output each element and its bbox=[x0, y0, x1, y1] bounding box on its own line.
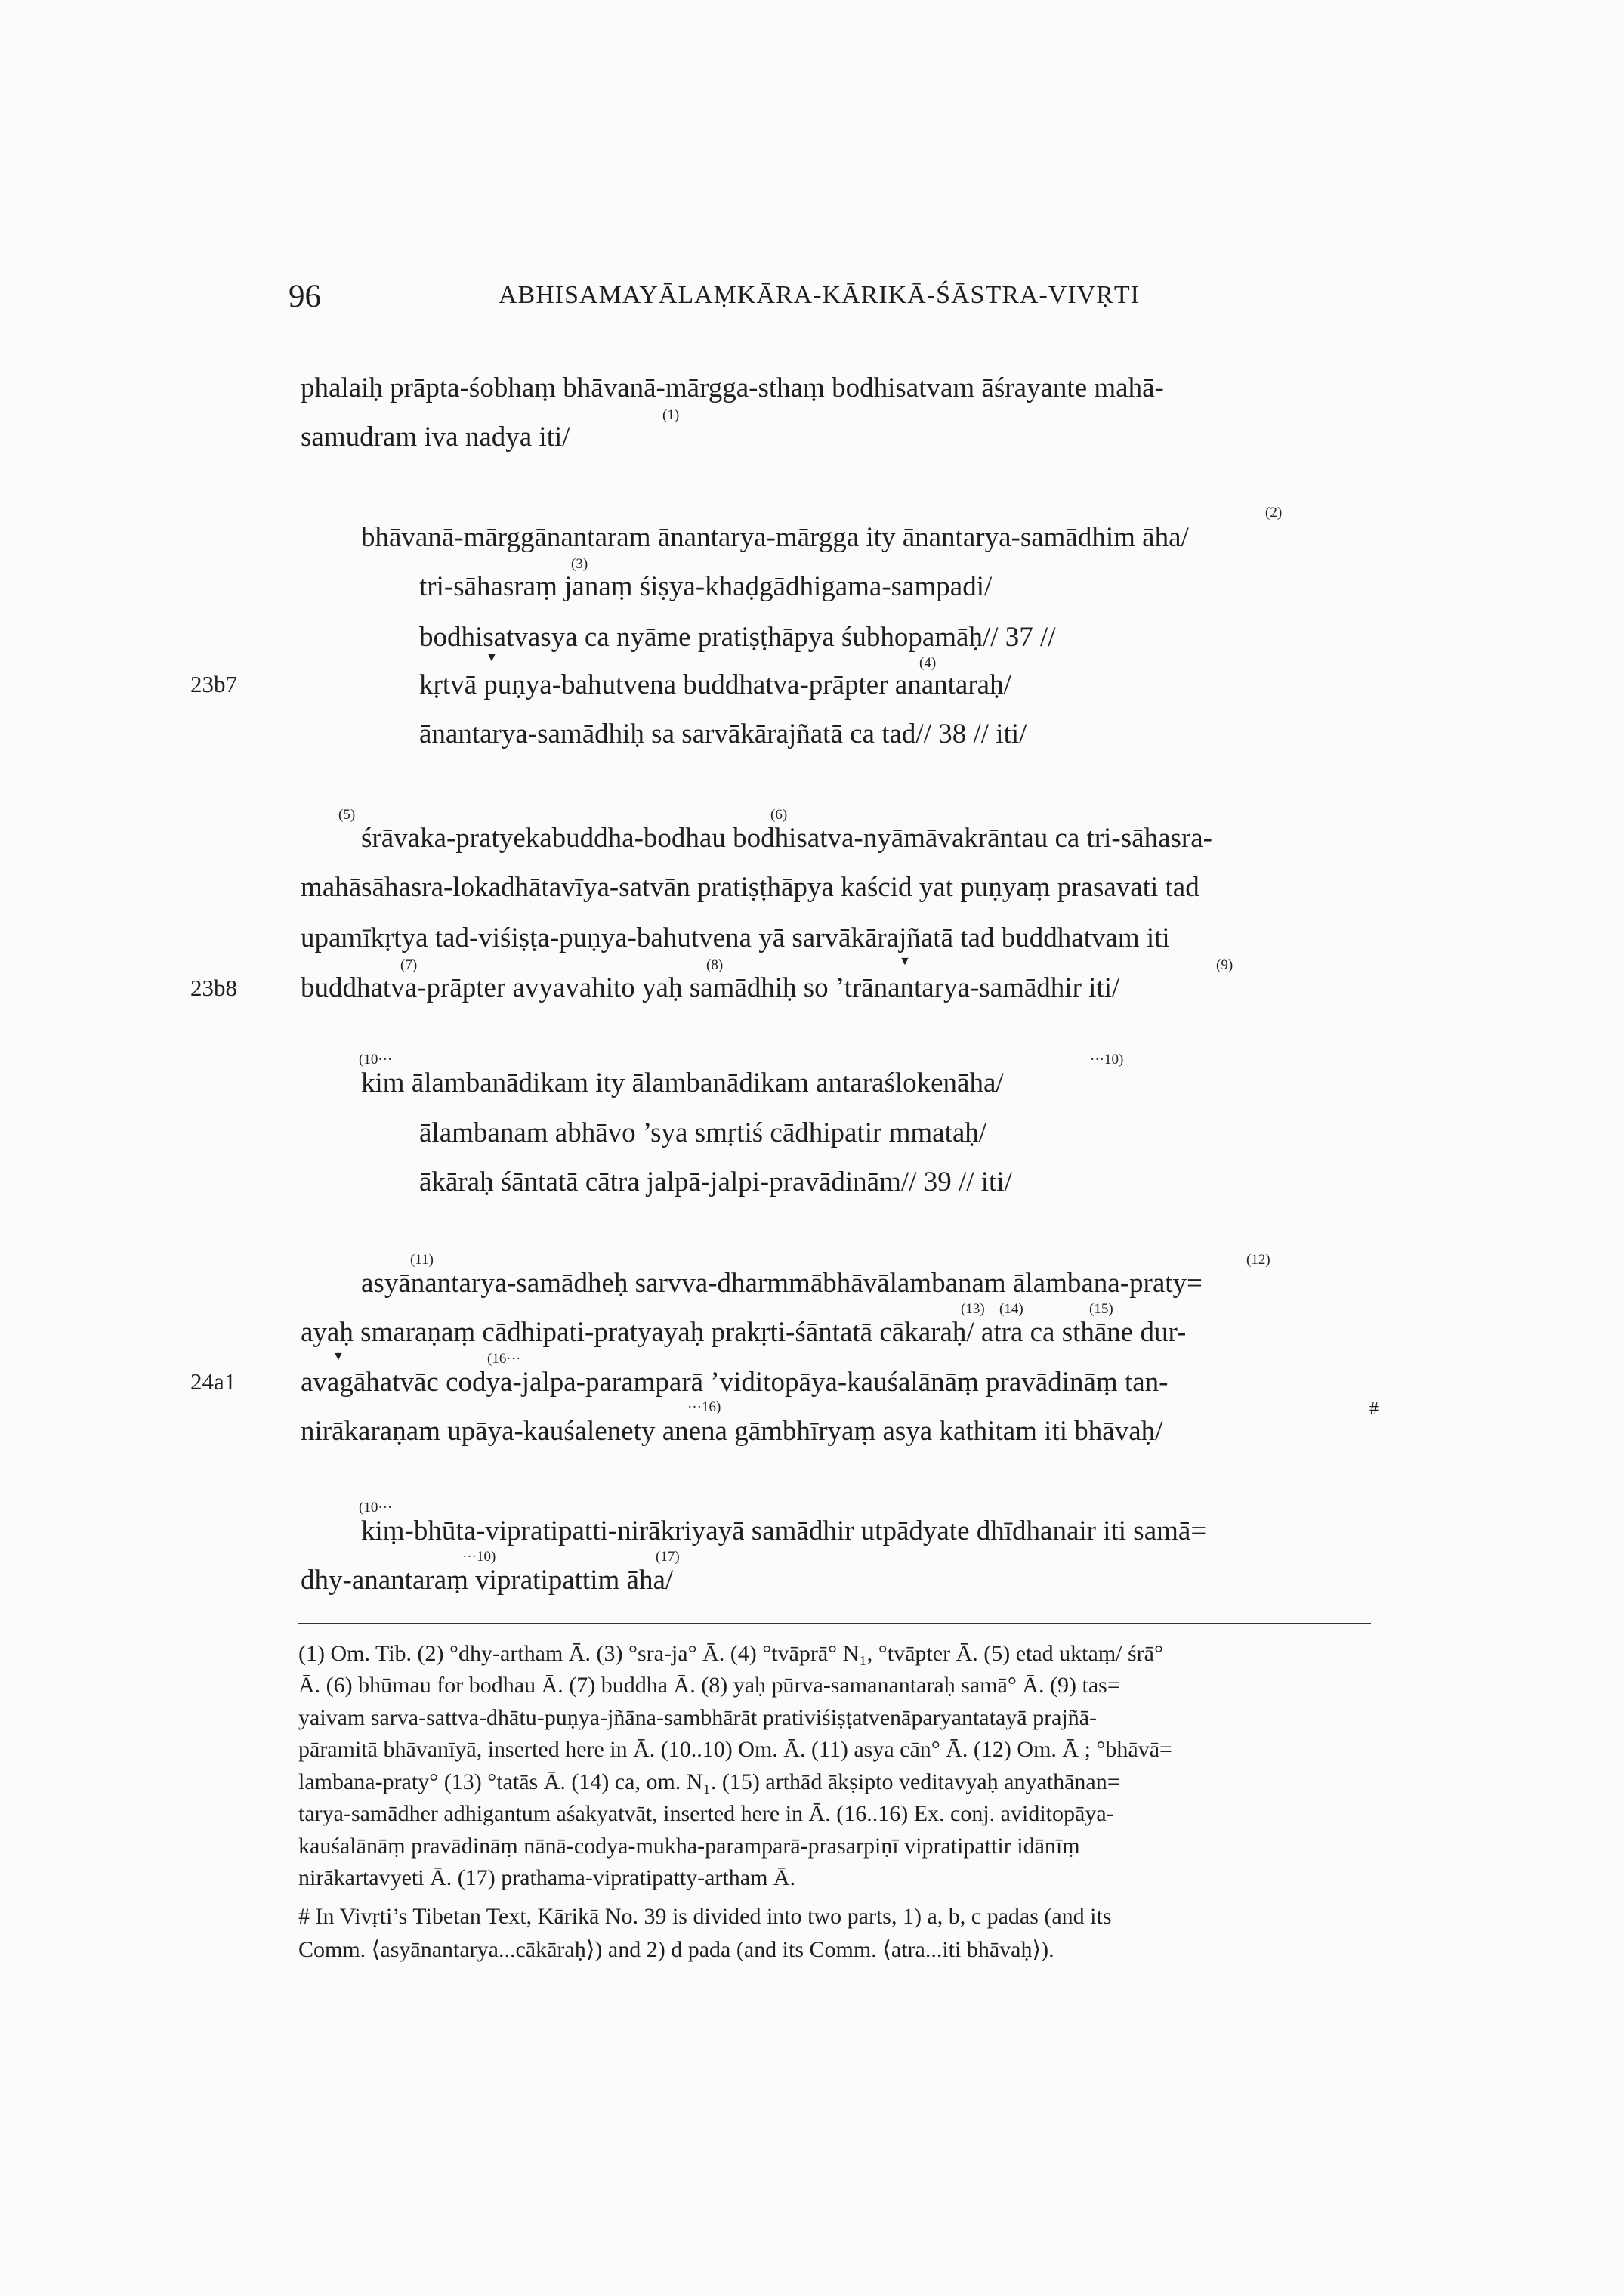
note-marker: ···16) bbox=[687, 1399, 721, 1415]
margin-ref-24a1: 24a1 bbox=[190, 1368, 236, 1395]
footnote-line: tarya-samādher adhigantum aśakyatvāt, inserted here in Ā. (16..16) Ex. conj. aviditopāya- bbox=[298, 1801, 1114, 1826]
note-marker: ···10) bbox=[1090, 1052, 1124, 1068]
body-line: ayaḥ smaraṇaṃ cādhipati-pratyayaḥ prakṛti-śāntatā cākaraḥ/ atra ca sthāne dur- bbox=[301, 1317, 1187, 1348]
note-marker: (13) bbox=[961, 1301, 985, 1317]
note-marker: (16··· bbox=[487, 1351, 521, 1367]
footnote-line: kauśalānāṃ pravādināṃ nānā-codya-mukha-paramparā-prasarpiṇī vipratipattir idānīṃ bbox=[298, 1834, 1080, 1859]
note-marker: (10··· bbox=[359, 1052, 393, 1068]
body-line: samudram iva nadya iti/ bbox=[301, 422, 570, 453]
page-number: 96 bbox=[289, 279, 321, 314]
note-marker: (17) bbox=[656, 1549, 680, 1565]
hash-note-line: Comm. ⟨asyānantarya...cākāraḥ⟩) and 2) d pada (and its Comm. ⟨atra...iti bhāvaḥ⟩). bbox=[298, 1937, 1054, 1962]
note-marker: (1) bbox=[662, 407, 680, 423]
note-marker: (5) bbox=[338, 807, 356, 823]
triangle-marker: ▼ bbox=[899, 955, 911, 968]
body-line: avagāhatvāc codya-jalpa-paramparā ’viditopāya-kauśalānāṃ pravādināṃ tan- bbox=[301, 1367, 1169, 1398]
note-marker: (9) bbox=[1216, 957, 1233, 973]
margin-ref-23b8: 23b8 bbox=[190, 975, 237, 1001]
body-line: bhāvanā-mārggānantaram ānantarya-mārgga ity ānantarya-samādhim āha/ bbox=[361, 522, 1189, 553]
body-line: kiṃ-bhūta-vipratipatti-nirākriyayā samādhir utpādyate dhīdhanair iti samā= bbox=[361, 1516, 1207, 1547]
footnote-line: lambana-praty° (13) °tatās Ā. (14) ca, om. N₁. (15) arthād ākṣipto veditavyaḥ anyathānan= bbox=[298, 1769, 1120, 1794]
note-marker: (15) bbox=[1089, 1301, 1113, 1317]
footnote-line: pāramitā bhāvanīyā, inserted here in Ā. (10..10) Om. Ā. (11) asya cān° Ā. (12) Om. Ā ; °bhāvā= bbox=[298, 1737, 1172, 1762]
running-title: ABHISAMAYĀLAṂKĀRA-KĀRIKĀ-ŚĀSTRA-VIVṚTI bbox=[499, 281, 1140, 309]
body-line: śrāvaka-pratyekabuddha-bodhau bodhisatva-nyāmāvakrāntau ca tri-sāhasra- bbox=[361, 823, 1212, 854]
triangle-marker: ▼ bbox=[486, 651, 498, 664]
note-marker: (14) bbox=[999, 1301, 1023, 1317]
note-marker: (4) bbox=[919, 655, 937, 671]
body-line: dhy-anantaraṃ vipratipattim āha/ bbox=[301, 1565, 674, 1596]
note-marker: (7) bbox=[400, 957, 418, 973]
note-marker: (12) bbox=[1246, 1252, 1270, 1268]
body-line: kṛtvā puṇya-bahutvena buddhatva-prāpter anantaraḥ/ bbox=[419, 669, 1011, 700]
body-line: tri-sāhasraṃ janaṃ śiṣya-khaḍgādhigama-sampadi/ bbox=[419, 571, 993, 602]
body-line: mahāsāhasra-lokadhātavīya-satvān pratiṣṭhāpya kaścid yat puṇyaṃ prasavati tad bbox=[301, 872, 1199, 903]
body-line: upamīkṛtya tad-viśiṣṭa-puṇya-bahutvena yā sarvākārajñatā tad buddhatvam iti bbox=[301, 922, 1170, 953]
note-marker: (3) bbox=[571, 556, 588, 572]
footnote-line: (1) Om. Tib. (2) °dhy-artham Ā. (3) °sra-ja° Ā. (4) °tvāprā° N₁, °tvāpter Ā. (5) etad uktaṃ/ śrā° bbox=[298, 1641, 1163, 1666]
body-line: asyānantarya-samādheḥ sarvva-dharmmābhāvālambanam ālambana-praty= bbox=[361, 1268, 1203, 1299]
note-marker: ···10) bbox=[462, 1549, 496, 1565]
note-marker: (2) bbox=[1265, 505, 1283, 521]
triangle-marker: ▼ bbox=[332, 1350, 344, 1363]
body-line: ānantarya-samādhiḥ sa sarvākārajñatā ca tad// 38 // iti/ bbox=[419, 718, 1027, 749]
hash-note-line: # In Vivṛti’s Tibetan Text, Kārikā No. 39 is divided into two parts, 1) a, b, c padas (and its bbox=[298, 1904, 1112, 1929]
note-marker: (10··· bbox=[359, 1500, 393, 1516]
note-marker: (11) bbox=[410, 1252, 434, 1268]
note-marker: (8) bbox=[706, 957, 724, 973]
note-marker: (6) bbox=[770, 807, 788, 823]
footnote-line: nirākartavyeti Ā. (17) prathama-vipratipatty-artham Ā. bbox=[298, 1865, 796, 1890]
body-line: bodhisatvasya ca nyāme pratiṣṭhāpya śubhopamāḥ// 37 // bbox=[419, 622, 1056, 653]
margin-ref-23b7: 23b7 bbox=[190, 671, 237, 697]
body-line: nirākaraṇam upāya-kauśalenety anena gāmbhīryaṃ asya kathitam iti bhāvaḥ/ bbox=[301, 1416, 1163, 1447]
footnote-line: Ā. (6) bhūmau for bodhau Ā. (7) buddha Ā. (8) yaḥ pūrva-samanantaraḥ samā° Ā. (9) tas= bbox=[298, 1673, 1120, 1698]
body-line: buddhatva-prāpter avyavahito yaḥ samādhiḥ so ’trānantarya-samādhir iti/ bbox=[301, 972, 1120, 1003]
body-line: phalaiḥ prāpta-śobhaṃ bhāvanā-mārgga-sthaṃ bodhisatvam āśrayante mahā- bbox=[301, 372, 1164, 403]
note-marker: # bbox=[1369, 1399, 1379, 1419]
body-line: ālambanam abhāvo ’sya smṛtiś cādhipatir mmataḥ/ bbox=[419, 1117, 987, 1148]
body-line: kim ālambanādikam ity ālambanādikam antaraślokenāha/ bbox=[361, 1068, 1004, 1099]
footnote-rule bbox=[298, 1623, 1371, 1624]
footnote-line: yaivam sarva-sattva-dhātu-puṇya-jñāna-sambhārāt prativiśiṣṭatvenāparyantatayā prajñā- bbox=[298, 1705, 1098, 1730]
body-line: ākāraḥ śāntatā cātra jalpā-jalpi-pravādinām// 39 // iti/ bbox=[419, 1167, 1012, 1197]
